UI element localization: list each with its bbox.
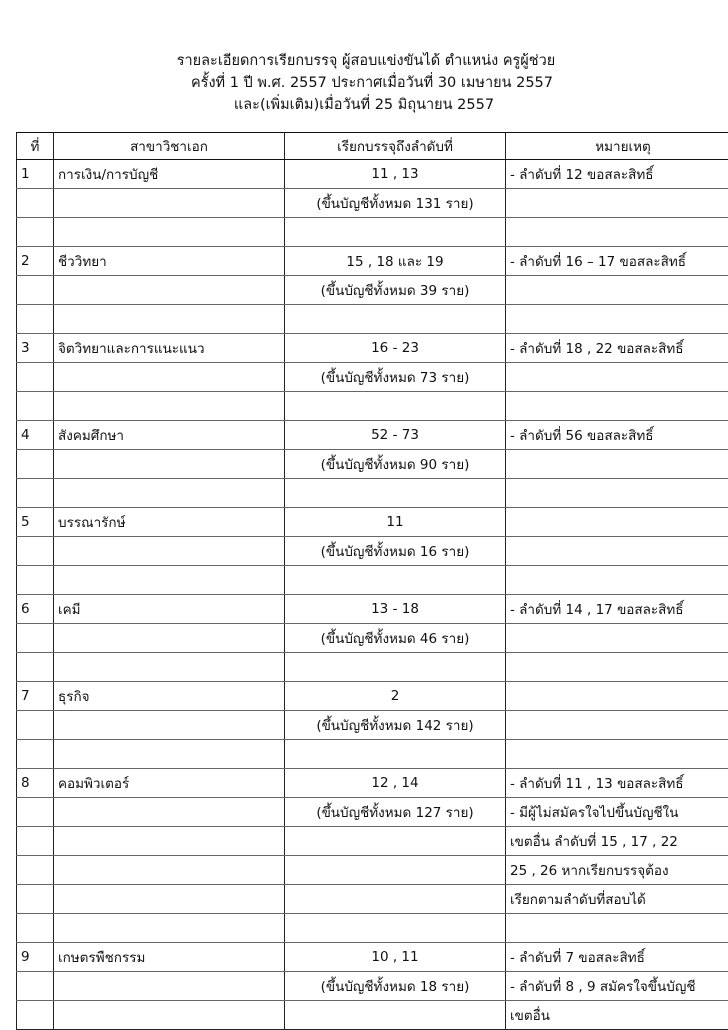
cell-no [17,305,54,334]
cell-subject: คอมพิวเตอร์ [54,769,285,798]
cell-note [506,450,728,479]
cell-note: - ลำดับที่ 56 ขอสละสิทธิ์ [506,421,728,450]
cell-call-order [285,218,506,247]
cell-no [17,189,54,218]
cell-subject [54,740,285,769]
cell-no [17,479,54,508]
table-row [17,392,728,421]
table-row [17,856,728,885]
cell-note [506,218,728,247]
cell-note: เขตอื่น [506,1001,728,1030]
cell-subject [54,537,285,566]
cell-subject: ชีววิทยา [54,247,285,276]
cell-call-order: 11 [285,508,506,537]
cell-subject [54,305,285,334]
cell-note: - ลำดับที่ 14 , 17 ขอสละสิทธิ์ [506,595,728,624]
table-row [17,798,728,827]
cell-subject: เคมี [54,595,285,624]
cell-no [17,450,54,479]
cell-subject [54,711,285,740]
cell-call-order [285,827,506,856]
cell-subject [54,566,285,595]
table-header-row [17,133,728,160]
cell-subject [54,276,285,305]
table-row [17,711,728,740]
cell-note [506,682,728,711]
table-row [17,827,728,856]
cell-call-order: 2 [285,682,506,711]
cell-no [17,392,54,421]
cell-call-order: 15 , 18 และ 19 [285,247,506,276]
cell-no [17,537,54,566]
cell-no [17,827,54,856]
table-row [17,479,728,508]
cell-subject [54,1001,285,1030]
table-row [17,363,728,392]
cell-call-order: (ขึ้นบัญชีทั้งหมด 39 ราย) [285,276,506,305]
cell-no [17,276,54,305]
cell-note: - ลำดับที่ 11 , 13 ขอสละสิทธิ์ [506,769,728,798]
table-row [17,682,728,711]
table-row [17,624,728,653]
cell-subject [54,218,285,247]
cell-call-order [285,566,506,595]
cell-no: 9 [17,943,54,972]
cell-no: 1 [17,160,54,189]
cell-subject: การเงิน/การบัญชี [54,160,285,189]
title-line-3: และ(เพิ่มเติม)เมื่อวันที่ 25 มิถุนายน 2557 [0,94,728,116]
cell-subject [54,479,285,508]
cell-call-order: (ขึ้นบัญชีทั้งหมด 127 ราย) [285,798,506,827]
cell-note [506,914,728,943]
cell-no [17,218,54,247]
cell-call-order: (ขึ้นบัญชีทั้งหมด 73 ราย) [285,363,506,392]
cell-no [17,856,54,885]
cell-subject [54,856,285,885]
cell-no: 2 [17,247,54,276]
table-row [17,885,728,914]
cell-call-order: (ขึ้นบัญชีทั้งหมด 16 ราย) [285,537,506,566]
table-row [17,189,728,218]
cell-subject [54,972,285,1001]
cell-note [506,537,728,566]
cell-no [17,740,54,769]
table-body [17,160,728,1030]
cell-subject [54,189,285,218]
cell-subject: ธุรกิจ [54,682,285,711]
table-row [17,334,728,363]
cell-no [17,1001,54,1030]
cell-call-order [285,392,506,421]
cell-subject [54,653,285,682]
cell-note [506,189,728,218]
cell-subject [54,450,285,479]
table-row [17,914,728,943]
cell-subject: สังคมศึกษา [54,421,285,450]
cell-note: - ลำดับที่ 8 , 9 สมัครใจขึ้นบัญชี [506,972,728,1001]
cell-call-order: (ขึ้นบัญชีทั้งหมด 142 ราย) [285,711,506,740]
cell-note [506,624,728,653]
cell-subject [54,827,285,856]
title-line-1: รายละเอียดการเรียกบรรจุ ผู้สอบแข่งขันได้ ตำแหน่ง ครูผู้ช่วย [2,50,728,72]
header-no: ที่ [17,133,54,160]
cell-note [506,479,728,508]
table-row [17,653,728,682]
table-row [17,508,728,537]
cell-subject: เกษตรพืชกรรม [54,943,285,972]
header-call-order: เรียกบรรจุถึงลำดับที่ [285,133,506,160]
table-row [17,276,728,305]
cell-no: 4 [17,421,54,450]
cell-call-order: 16 - 23 [285,334,506,363]
table-row [17,247,728,276]
cell-call-order [285,885,506,914]
cell-note: - ลำดับที่ 18 , 22 ขอสละสิทธิ์ [506,334,728,363]
table-row [17,740,728,769]
table-row [17,421,728,450]
cell-call-order [285,479,506,508]
cell-subject [54,914,285,943]
cell-call-order: (ขึ้นบัญชีทั้งหมด 90 ราย) [285,450,506,479]
recruitment-table [16,132,728,1030]
cell-no: 7 [17,682,54,711]
cell-note [506,392,728,421]
cell-no [17,566,54,595]
table-row [17,160,728,189]
table-row [17,595,728,624]
cell-note [506,740,728,769]
cell-note: เขตอื่น ลำดับที่ 15 , 17 , 22 [506,827,728,856]
cell-note: - มีผู้ไม่สมัครใจไปขึ้นบัญชีใน [506,798,728,827]
cell-note [506,305,728,334]
table-row [17,305,728,334]
cell-note: - ลำดับที่ 7 ขอสละสิทธิ์ [506,943,728,972]
cell-no [17,653,54,682]
cell-call-order: 12 , 14 [285,769,506,798]
cell-note [506,276,728,305]
header-note: หมายเหตุ [506,133,728,160]
cell-no [17,798,54,827]
cell-no: 5 [17,508,54,537]
cell-no [17,363,54,392]
cell-subject: จิตวิทยาและการแนะแนว [54,334,285,363]
cell-subject [54,392,285,421]
header-subject: สาขาวิชาเอก [54,133,285,160]
cell-call-order [285,653,506,682]
table-row [17,218,728,247]
cell-note [506,711,728,740]
cell-subject [54,624,285,653]
table-row [17,566,728,595]
cell-note [506,508,728,537]
cell-call-order [285,740,506,769]
table-row [17,972,728,1001]
cell-subject: บรรณารักษ์ [54,508,285,537]
cell-note: - ลำดับที่ 16 – 17 ขอสละสิทธิ์ [506,247,728,276]
cell-no [17,972,54,1001]
cell-call-order: 13 - 18 [285,595,506,624]
cell-note [506,653,728,682]
title-line-2: ครั้งที่ 1 ปี พ.ศ. 2557 ประกาศเมื่อวันที่ 30 เมษายน 2557 [8,72,728,94]
cell-subject [54,885,285,914]
cell-no [17,711,54,740]
table-row [17,769,728,798]
cell-note [506,566,728,595]
cell-note: เรียกตามลำดับที่สอบได้ [506,885,728,914]
document-title [0,50,728,116]
cell-call-order [285,856,506,885]
cell-call-order [285,914,506,943]
cell-subject [54,363,285,392]
cell-note: - ลำดับที่ 12 ขอสละสิทธิ์ [506,160,728,189]
cell-no [17,885,54,914]
cell-call-order: 11 , 13 [285,160,506,189]
cell-call-order: 52 - 73 [285,421,506,450]
cell-call-order: (ขึ้นบัญชีทั้งหมด 46 ราย) [285,624,506,653]
cell-call-order: (ขึ้นบัญชีทั้งหมด 18 ราย) [285,972,506,1001]
table-row [17,943,728,972]
cell-no [17,624,54,653]
cell-call-order [285,305,506,334]
cell-no [17,914,54,943]
cell-note: 25 , 26 หากเรียกบรรจุต้อง [506,856,728,885]
cell-note [506,363,728,392]
table-row [17,1001,728,1030]
cell-no: 6 [17,595,54,624]
cell-call-order: 10 , 11 [285,943,506,972]
cell-subject [54,798,285,827]
cell-no: 8 [17,769,54,798]
table-row [17,537,728,566]
table-row [17,450,728,479]
cell-call-order: (ขึ้นบัญชีทั้งหมด 131 ราย) [285,189,506,218]
cell-call-order [285,1001,506,1030]
cell-no: 3 [17,334,54,363]
